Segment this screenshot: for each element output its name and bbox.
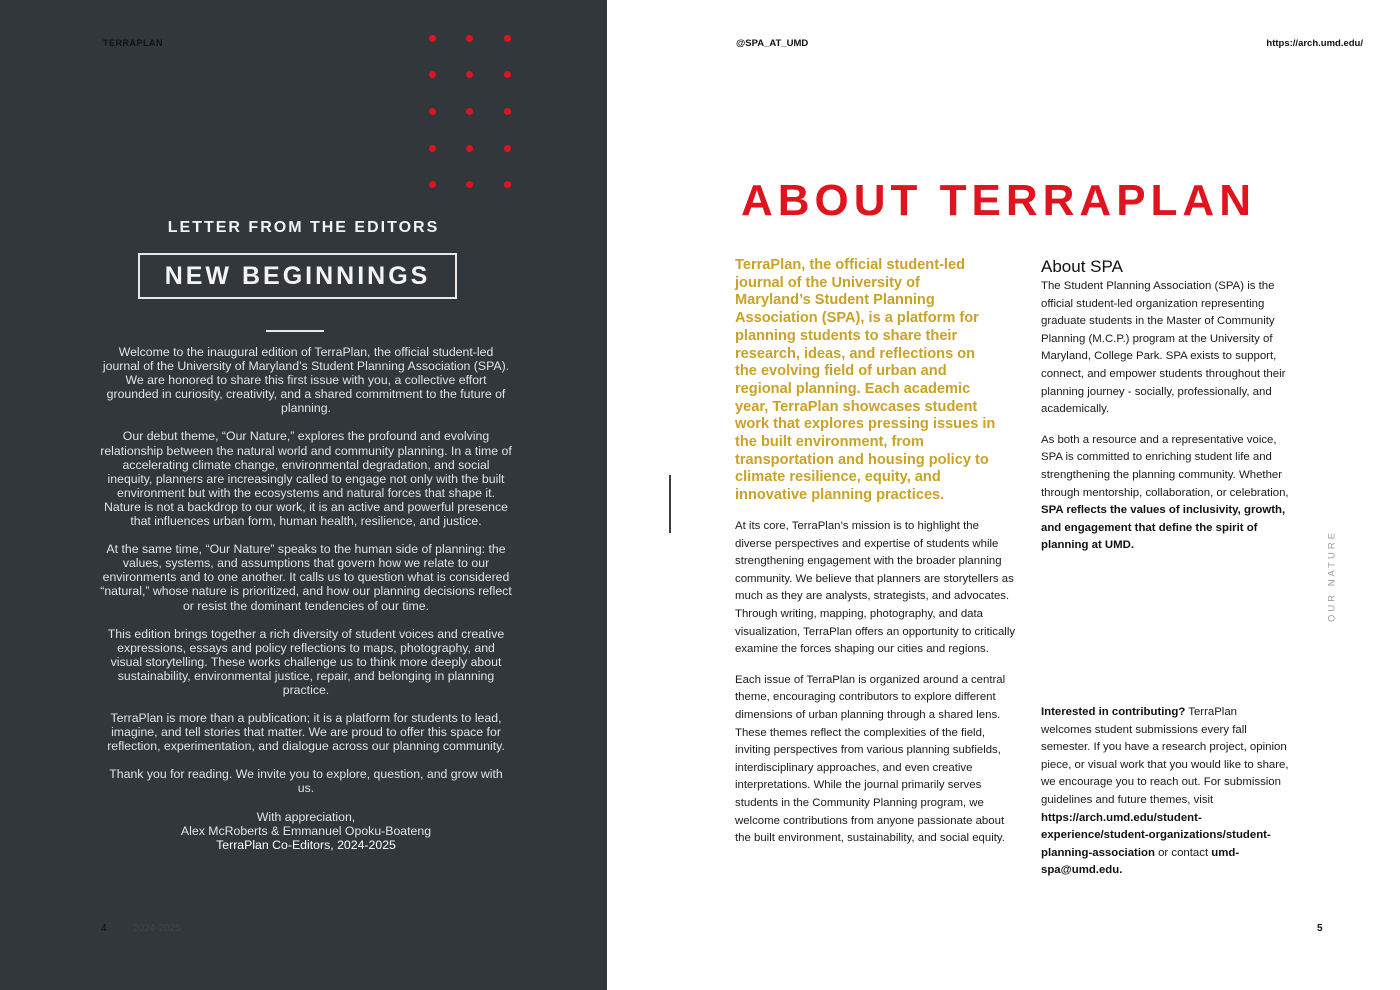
dot: [466, 108, 473, 115]
dot: [429, 145, 436, 152]
letter-body: [100, 345, 512, 852]
contact-email[interactable]: umd-spa@umd.edu.: [1041, 846, 1240, 877]
side-label-text: OUR NATURE: [1326, 529, 1338, 623]
social-handle[interactable]: @SPA_AT_UMD: [736, 38, 809, 49]
letter-paragraph: At the same time, “Our Nature” speaks to the human side of planning: the values, systems, and assumptions that govern how we relate to our environments and to one another. It calls us to question what is considered “natural,” whose nature is prioritized, and how our planning decisions reflect or resist the dominant tendencies of our time.: [100, 542, 512, 613]
letter-paragraph: This edition brings together a rich diversity of student voices and creative expressions, essays and policy reflections to maps, photography, and visual storytelling. These works challenge us to think more deeply about sustainability, environmental justice, repair, and belonging in planning practice.: [107, 626, 505, 697]
dot: [466, 71, 473, 78]
dot: [504, 181, 511, 188]
contact-text: or contact: [1158, 846, 1209, 859]
contribute-text: TerraPlan welcomes student submissions every fall semester. If you have a research project, opinion piece, or visual work that you would like to share, we encourage you to reach out. For submission guidelines and future themes, visit: [1041, 706, 1289, 806]
contribute-block: [1041, 704, 1289, 880]
dot: [466, 35, 473, 42]
body-paragraph: [1041, 432, 1289, 555]
dot: [429, 181, 436, 188]
vertical-rule: [669, 475, 671, 533]
spa-heading: About SPA: [1041, 257, 1123, 276]
signature-block: [100, 810, 512, 853]
spa-values-highlight: SPA reflects the values of inclusivity, growth, and engagement that define the spirit of planning at UMD.: [1041, 504, 1286, 552]
letter-title: LETTER FROM THE EDITORS: [167, 219, 440, 236]
letter-paragraph: Thank you for reading. We invite you to explore, question, and grow with us.: [109, 767, 503, 796]
editor-role: TerraPlan Co-Editors, 2024-2025: [216, 837, 396, 852]
right-page: [607, 0, 1400, 990]
body-paragraph: The Student Planning Association (SPA) is the official student-led organization representing graduate students in the Master of Community Planning (M.C.P.) program at the University of Maryland, College Park. SPA exists to support, connect, and empower students throughout their planning journey - socially, professionally, and academically.: [1041, 280, 1286, 416]
letter-paragraph: Welcome to the inaugural edition of TerraPlan, the official student-led journal of the University of Maryland’s Student Planning Association (SPA). We are honored to share this first issue with you, a collective effort grounded in curiosity, creativity, and a shared commitment to the future of planning.: [102, 345, 510, 416]
contribute-heading: Interested in contributing?: [1041, 706, 1186, 718]
page-number-right: 5: [1317, 923, 1323, 934]
dot: [466, 181, 473, 188]
page-number-left: 4: [101, 923, 107, 934]
dot: [429, 71, 436, 78]
letter-paragraph: TerraPlan is more than a publication; it is a platform for students to lead, imagine, and tell stories that matter. We are proud to offer this space for reflection, experimentation, and dialogue across our planning community.: [107, 711, 505, 754]
spa-text: As both a resource and a representative voice, SPA is committed to enriching student life and strengthening the planning community. Whether through mentorship, collaboration, or celebration,: [1041, 433, 1289, 499]
dot: [429, 108, 436, 115]
page-title: ABOUT TERRAPLAN: [741, 176, 1256, 225]
decorative-dot-grid: [426, 32, 516, 192]
body-paragraph: Each issue of TerraPlan is organized around a central theme, encouraging contributors to explore different dimensions of urban planning through a shared lens. These themes reflect the complexities of the field, inviting perspectives from various planning subfields, interdisciplinary approaches, and even creative interpretations. While the journal primarily serves students in the Community Planning program, we welcome contributions from anyone passionate about the built environment, sustainability, and social equity.: [735, 673, 1006, 845]
brand-name: TERRAPLAN: [103, 38, 163, 48]
dot: [504, 108, 511, 115]
dot: [504, 71, 511, 78]
letter-paragraph: Our debut theme, “Our Nature,” explores the profound and evolving relationship between the natural world and community planning. In a time of accelerating climate change, environmental degradation, and social inequity, planners are increasingly called to engage not only with the built environment but with the ecosystems and natural forces that shape it. Nature is not a backdrop to our work, it is an active and powerful presence that influences urban form, human health, resilience, and justice.: [100, 429, 512, 529]
left-page: [0, 0, 607, 990]
dot: [466, 145, 473, 152]
website-url[interactable]: https://arch.umd.edu/: [1266, 38, 1363, 49]
mission-column: [735, 518, 1017, 861]
intro-paragraph: TerraPlan, the official student-led journal of the University of Maryland’s Student Planning Association (SPA), is a platform for planning students to share their research, ideas, and reflections on the evolving field of urban and regional planning. Each academic year, TerraPlan showcases student work that explores pressing issues in the built environment, from transportation and housing policy to climate resilience, equity, and innovative planning practices.: [735, 257, 996, 504]
dot: [504, 35, 511, 42]
side-label: [1325, 525, 1339, 627]
page-year: 2024-2025: [133, 923, 181, 934]
dot: [504, 145, 511, 152]
dot: [429, 35, 436, 42]
divider: [266, 330, 324, 332]
signoff: With appreciation,: [256, 809, 356, 824]
body-paragraph: At its core, TerraPlan’s mission is to highlight the diverse perspectives and expertise of students while strengthening engagement with the broader planning community. We believe that planners are storytellers as much as they are analysts, strategists, and advocates. Through writing, mapping, photography, and data visualization, TerraPlan offers an opportunity to critically examine the forces shaping our cities and regions.: [735, 520, 1016, 656]
submission-link[interactable]: https://arch.umd.edu/student-experience/student-organizations/student-planning-association: [1041, 811, 1271, 859]
editor-names: Alex McRoberts & Emmanuel Opoku-Boateng: [180, 823, 432, 838]
spa-column: [1041, 278, 1289, 568]
theme-title: NEW BEGINNINGS: [138, 253, 457, 299]
